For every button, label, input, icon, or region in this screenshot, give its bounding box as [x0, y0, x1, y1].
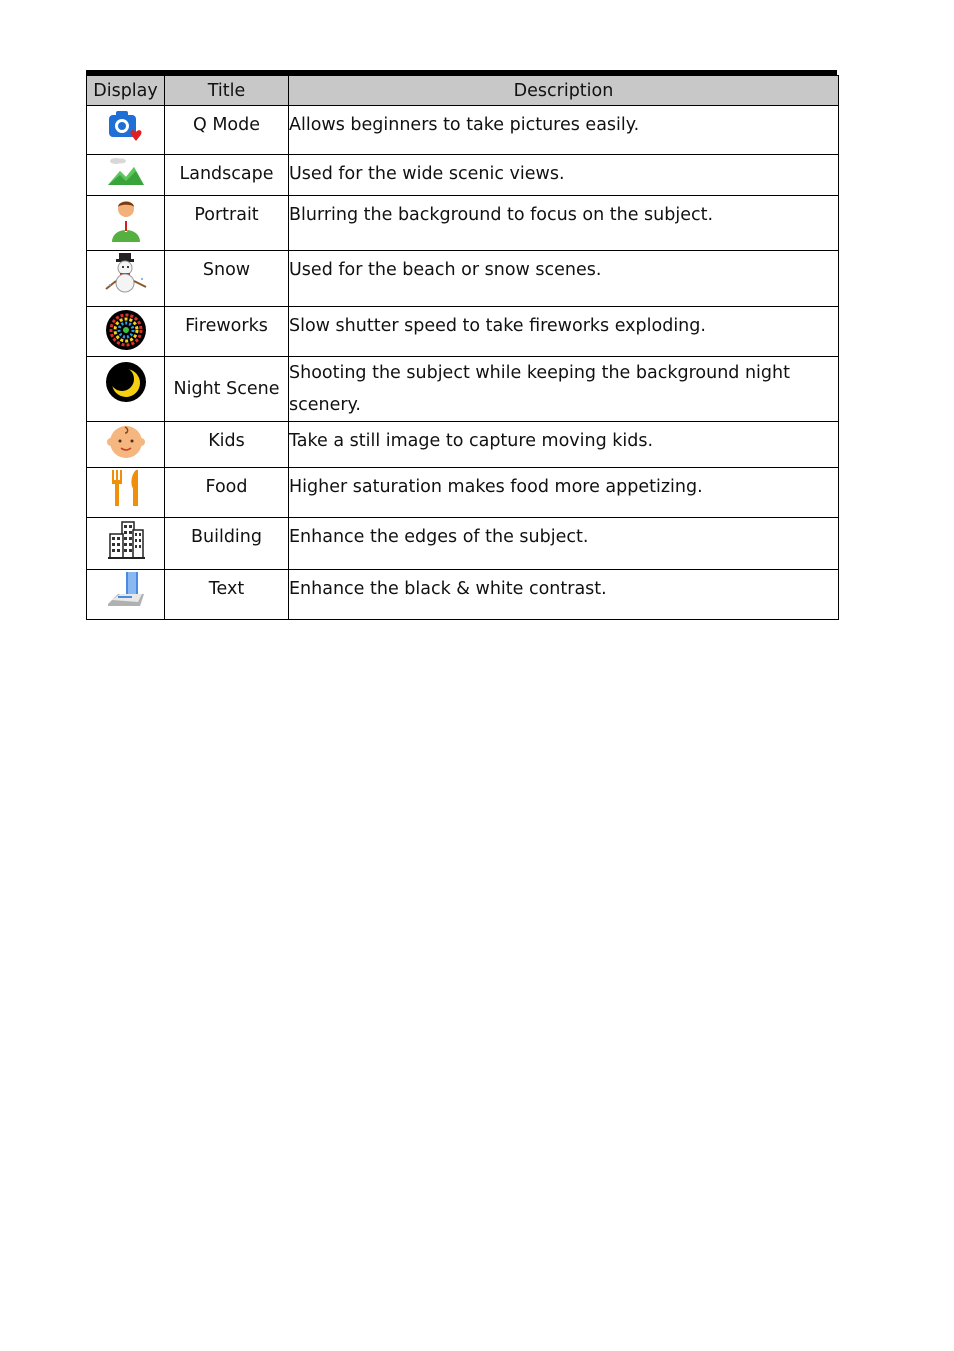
table-header-row [87, 76, 839, 106]
description-cell [289, 251, 839, 307]
mode-description: Used for the beach or snow scenes. [289, 260, 602, 280]
title-cell [165, 307, 289, 357]
title-cell [165, 518, 289, 570]
crescent-moon-icon [105, 361, 147, 403]
display-cell [87, 251, 165, 307]
mode-description: Higher saturation makes food more appetizing. [289, 477, 703, 497]
table-row [87, 357, 839, 422]
table-row [87, 251, 839, 307]
display-cell [87, 357, 165, 422]
title-cell [165, 357, 289, 422]
title-cell [165, 422, 289, 468]
description-cell [289, 422, 839, 468]
title-cell [165, 570, 289, 620]
mode-title: Snow [202, 260, 251, 280]
mode-description: Used for the wide scenic views. [289, 164, 565, 184]
title-cell [165, 251, 289, 307]
display-cell [87, 422, 165, 468]
display-cell [87, 518, 165, 570]
mode-description: Enhance the edges of the subject. [289, 527, 589, 547]
fork-knife-icon [106, 470, 146, 508]
column-header-description: Description [289, 76, 839, 106]
column-header-title: Title [165, 76, 289, 106]
mode-description: Shooting the subject while keeping the background night scenery. [289, 363, 790, 415]
table-row [87, 196, 839, 251]
mode-description: Take a still image to capture moving kids. [289, 431, 654, 451]
table-row [87, 106, 839, 155]
mode-description: Slow shutter speed to take fireworks exploding. [289, 316, 706, 336]
table-row [87, 422, 839, 468]
snowman-icon [104, 253, 148, 293]
portrait-person-icon [106, 198, 146, 244]
description-cell [289, 196, 839, 251]
display-cell [87, 570, 165, 620]
baby-face-icon [105, 424, 147, 460]
table-row [87, 518, 839, 570]
mode-description: Allows beginners to take pictures easily. [289, 115, 640, 135]
mode-title: Portrait [194, 205, 259, 225]
description-cell [289, 570, 839, 620]
description-cell [289, 106, 839, 155]
title-cell [165, 196, 289, 251]
description-cell [289, 307, 839, 357]
title-cell [165, 155, 289, 196]
mode-title: Building [191, 527, 262, 547]
title-cell [165, 468, 289, 518]
mode-title: Q Mode [192, 115, 261, 135]
scene-mode-table [86, 75, 839, 620]
table-row [87, 570, 839, 620]
display-cell [87, 155, 165, 196]
building-icon [106, 520, 146, 560]
mode-title: Food [205, 477, 248, 497]
mode-description: Enhance the black & white contrast. [289, 579, 607, 599]
mode-title: Night Scene [173, 379, 280, 399]
mode-title: Fireworks [185, 316, 268, 336]
display-cell [87, 106, 165, 155]
mode-title: Kids [208, 431, 245, 451]
table-row [87, 468, 839, 518]
display-cell [87, 468, 165, 518]
table-row [87, 307, 839, 357]
description-cell [289, 468, 839, 518]
mode-title: Landscape [179, 164, 274, 184]
title-cell [165, 106, 289, 155]
q-mode-camera-heart-icon [106, 108, 146, 144]
description-cell [289, 518, 839, 570]
landscape-mountain-icon [106, 157, 146, 187]
description-cell [289, 155, 839, 196]
fireworks-icon [105, 309, 147, 351]
description-cell [289, 357, 839, 422]
table-row [87, 155, 839, 196]
display-cell [87, 307, 165, 357]
text-document-icon [104, 572, 148, 610]
column-header-display: Display [87, 76, 165, 106]
mode-title: Text [208, 579, 245, 599]
display-cell [87, 196, 165, 251]
mode-description: Blurring the background to focus on the subject. [289, 205, 714, 225]
